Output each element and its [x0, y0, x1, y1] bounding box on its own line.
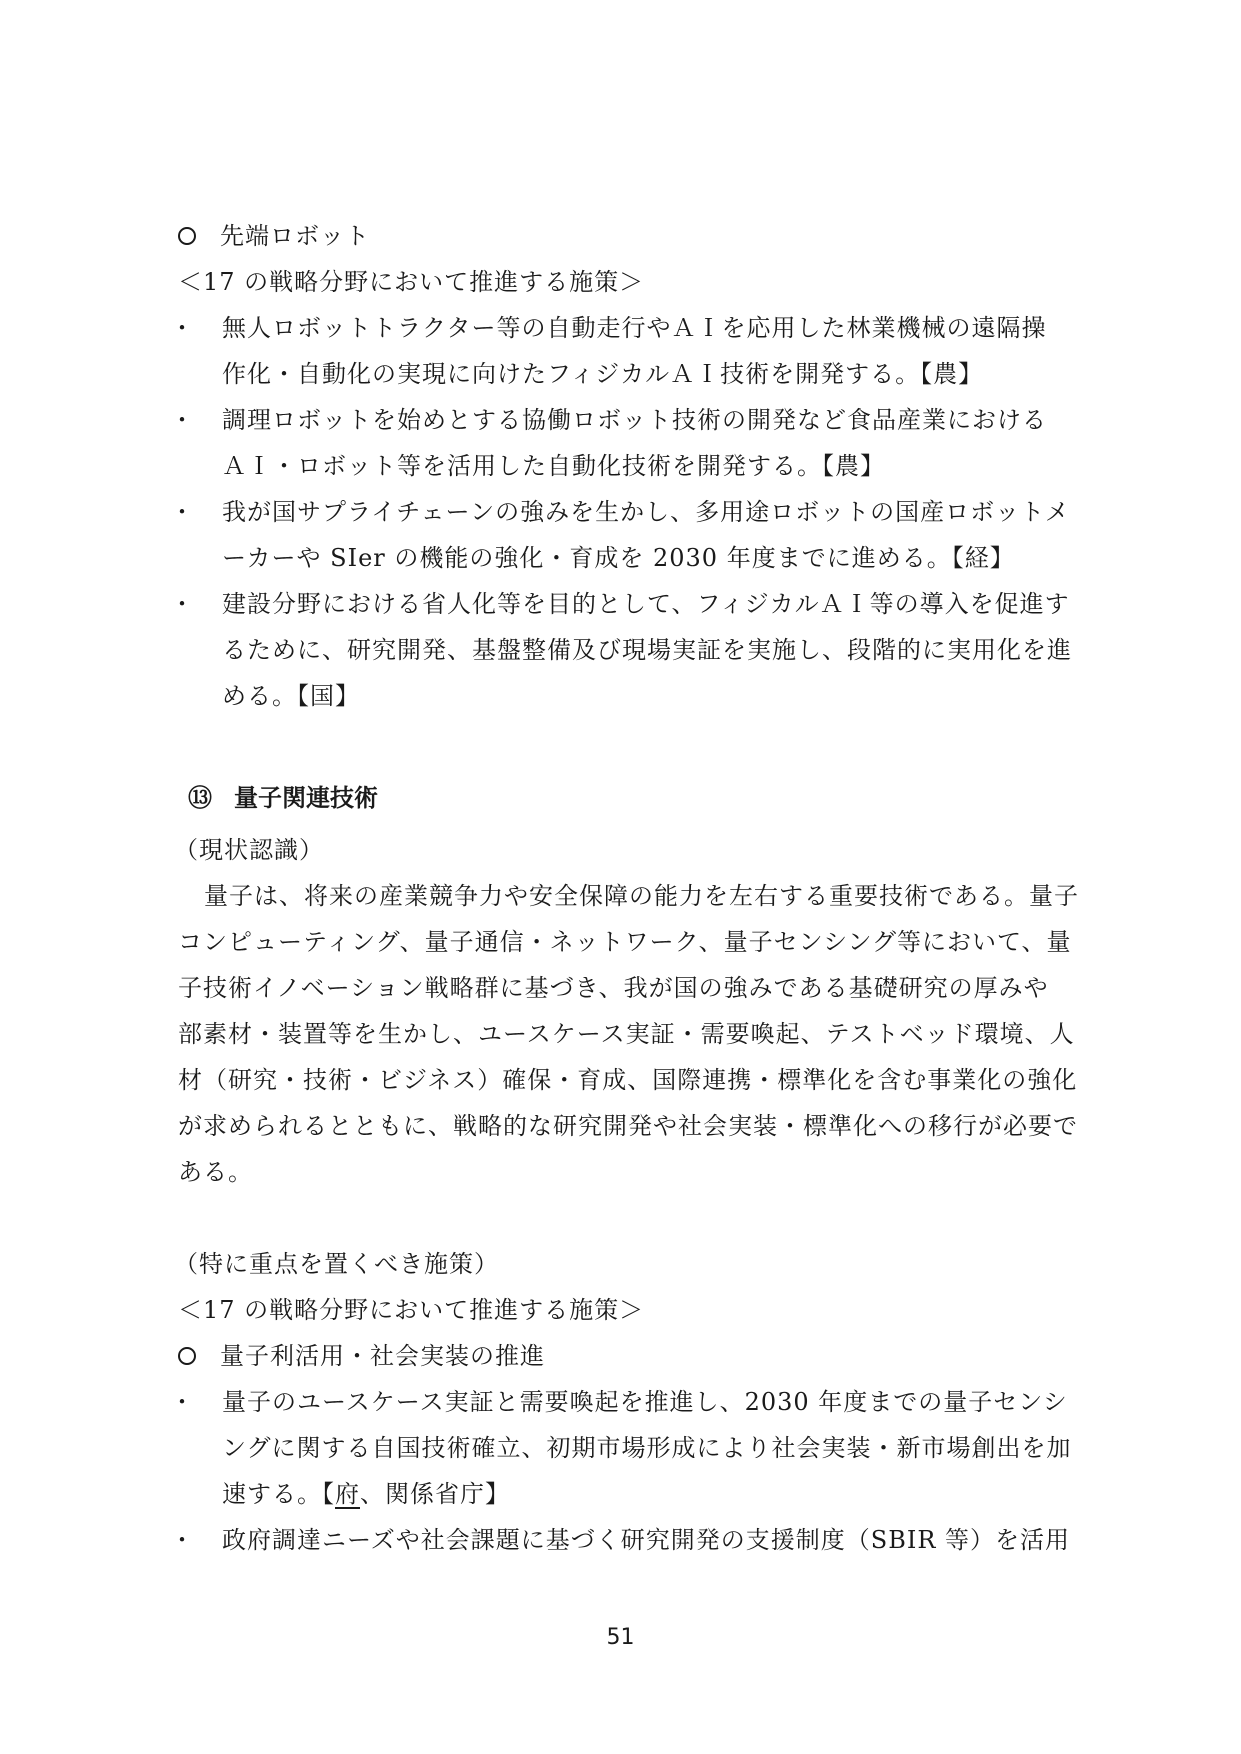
robot-item-2-line-2: ＡＩ・ロボット等を活用した自動化技術を開発する。【農】 [222, 452, 885, 480]
status-paragraph-line-3: 子技術イノベーション戦略群に基づき、我が国の強みである基礎研究の厚みや [178, 974, 1049, 1002]
quantum-subheading: ＜17 の戦略分野において推進する施策＞ [178, 1296, 645, 1324]
status-paragraph-line-5: 材（研究・技術・ビジネス）確保・育成、国際連携・標準化を含む事業化の強化 [178, 1066, 1078, 1094]
quantum-circle-item: 量子利活用・社会実装の推進 [178, 1340, 545, 1372]
bullet-dot-icon: ・ [170, 314, 195, 342]
circle-bullet-icon [178, 1347, 196, 1365]
status-paragraph-line-1: 量子は、将来の産業競争力や安全保障の能力を左右する重要技術である。量子 [204, 882, 1079, 910]
quantum-item-2-line-1: 政府調達ニーズや社会課題に基づく研究開発の支援制度（SBIR 等）を活用 [222, 1526, 1071, 1554]
robot-item-3-line-2: ーカーや SIer の機能の強化・育成を 2030 年度までに進める。【経】 [222, 544, 1015, 572]
status-paragraph-line-4: 部素材・装置等を生かし、ユースケース実証・需要喚起、テストベッド環境、人 [178, 1020, 1075, 1048]
bullet-dot-icon: ・ [170, 498, 195, 526]
status-paragraph-line-2: コンピューティング、量子通信・ネットワーク、量子センシング等において、量 [178, 928, 1072, 956]
robot-item-2-line-1: 調理ロボットを始めとする協働ロボット技術の開発など食品産業における [222, 406, 1047, 434]
section-title: 量子関連技術 [234, 784, 378, 812]
bullet-dot-icon: ・ [170, 406, 195, 434]
robot-item-1-line-2: 作化・自動化の実現に向けたフィジカルＡＩ技術を開発する。【農】 [222, 360, 984, 388]
page-number: 51 [606, 1625, 635, 1650]
priority-label: （特に重点を置くべき施策） [174, 1250, 499, 1278]
section-number: ⑬ [188, 784, 212, 812]
bullet-dot-icon: ・ [170, 590, 195, 618]
circle-bullet-icon [178, 227, 196, 245]
robot-item-4-line-2: るために、研究開発、基盤整備及び現場実証を実施し、段階的に実用化を進 [222, 636, 1072, 664]
quantum-section-heading [188, 782, 378, 814]
quantum-item-1-line-3: 速する。【府、関係省庁】 [222, 1480, 510, 1508]
quantum-item-1-line-2: ングに関する自国技術確立、初期市場形成により社会実装・新市場創出を加 [222, 1434, 1072, 1462]
underlined-ministry: 府 [335, 1480, 360, 1508]
robot-item-4-line-1: 建設分野における省人化等を目的として、フィジカルＡＩ等の導入を促進す [222, 590, 1070, 618]
robot-item-4-line-3: める。【国】 [222, 682, 360, 710]
robot-item-1-line-1: 無人ロボットトラクター等の自動走行やＡＩを応用した林業機械の遠隔操 [222, 314, 1047, 342]
status-paragraph-line-6: が求められるとともに、戦略的な研究開発や社会実装・標準化への移行が必要で [178, 1112, 1078, 1140]
quantum-item-1-line-1: 量子のユースケース実証と需要喚起を推進し、2030 年度までの量子センシ [222, 1388, 1068, 1416]
status-paragraph-line-7: ある。 [178, 1158, 253, 1186]
robot-subheading: ＜17 の戦略分野において推進する施策＞ [178, 268, 645, 296]
robot-section-heading: 先端ロボット [178, 220, 370, 252]
bullet-dot-icon: ・ [170, 1388, 195, 1416]
status-label: （現状認識） [174, 836, 324, 864]
bullet-dot-icon: ・ [170, 1526, 195, 1554]
robot-item-3-line-1: 我が国サプライチェーンの強みを生かし、多用途ロボットの国産ロボットメ [222, 498, 1070, 526]
